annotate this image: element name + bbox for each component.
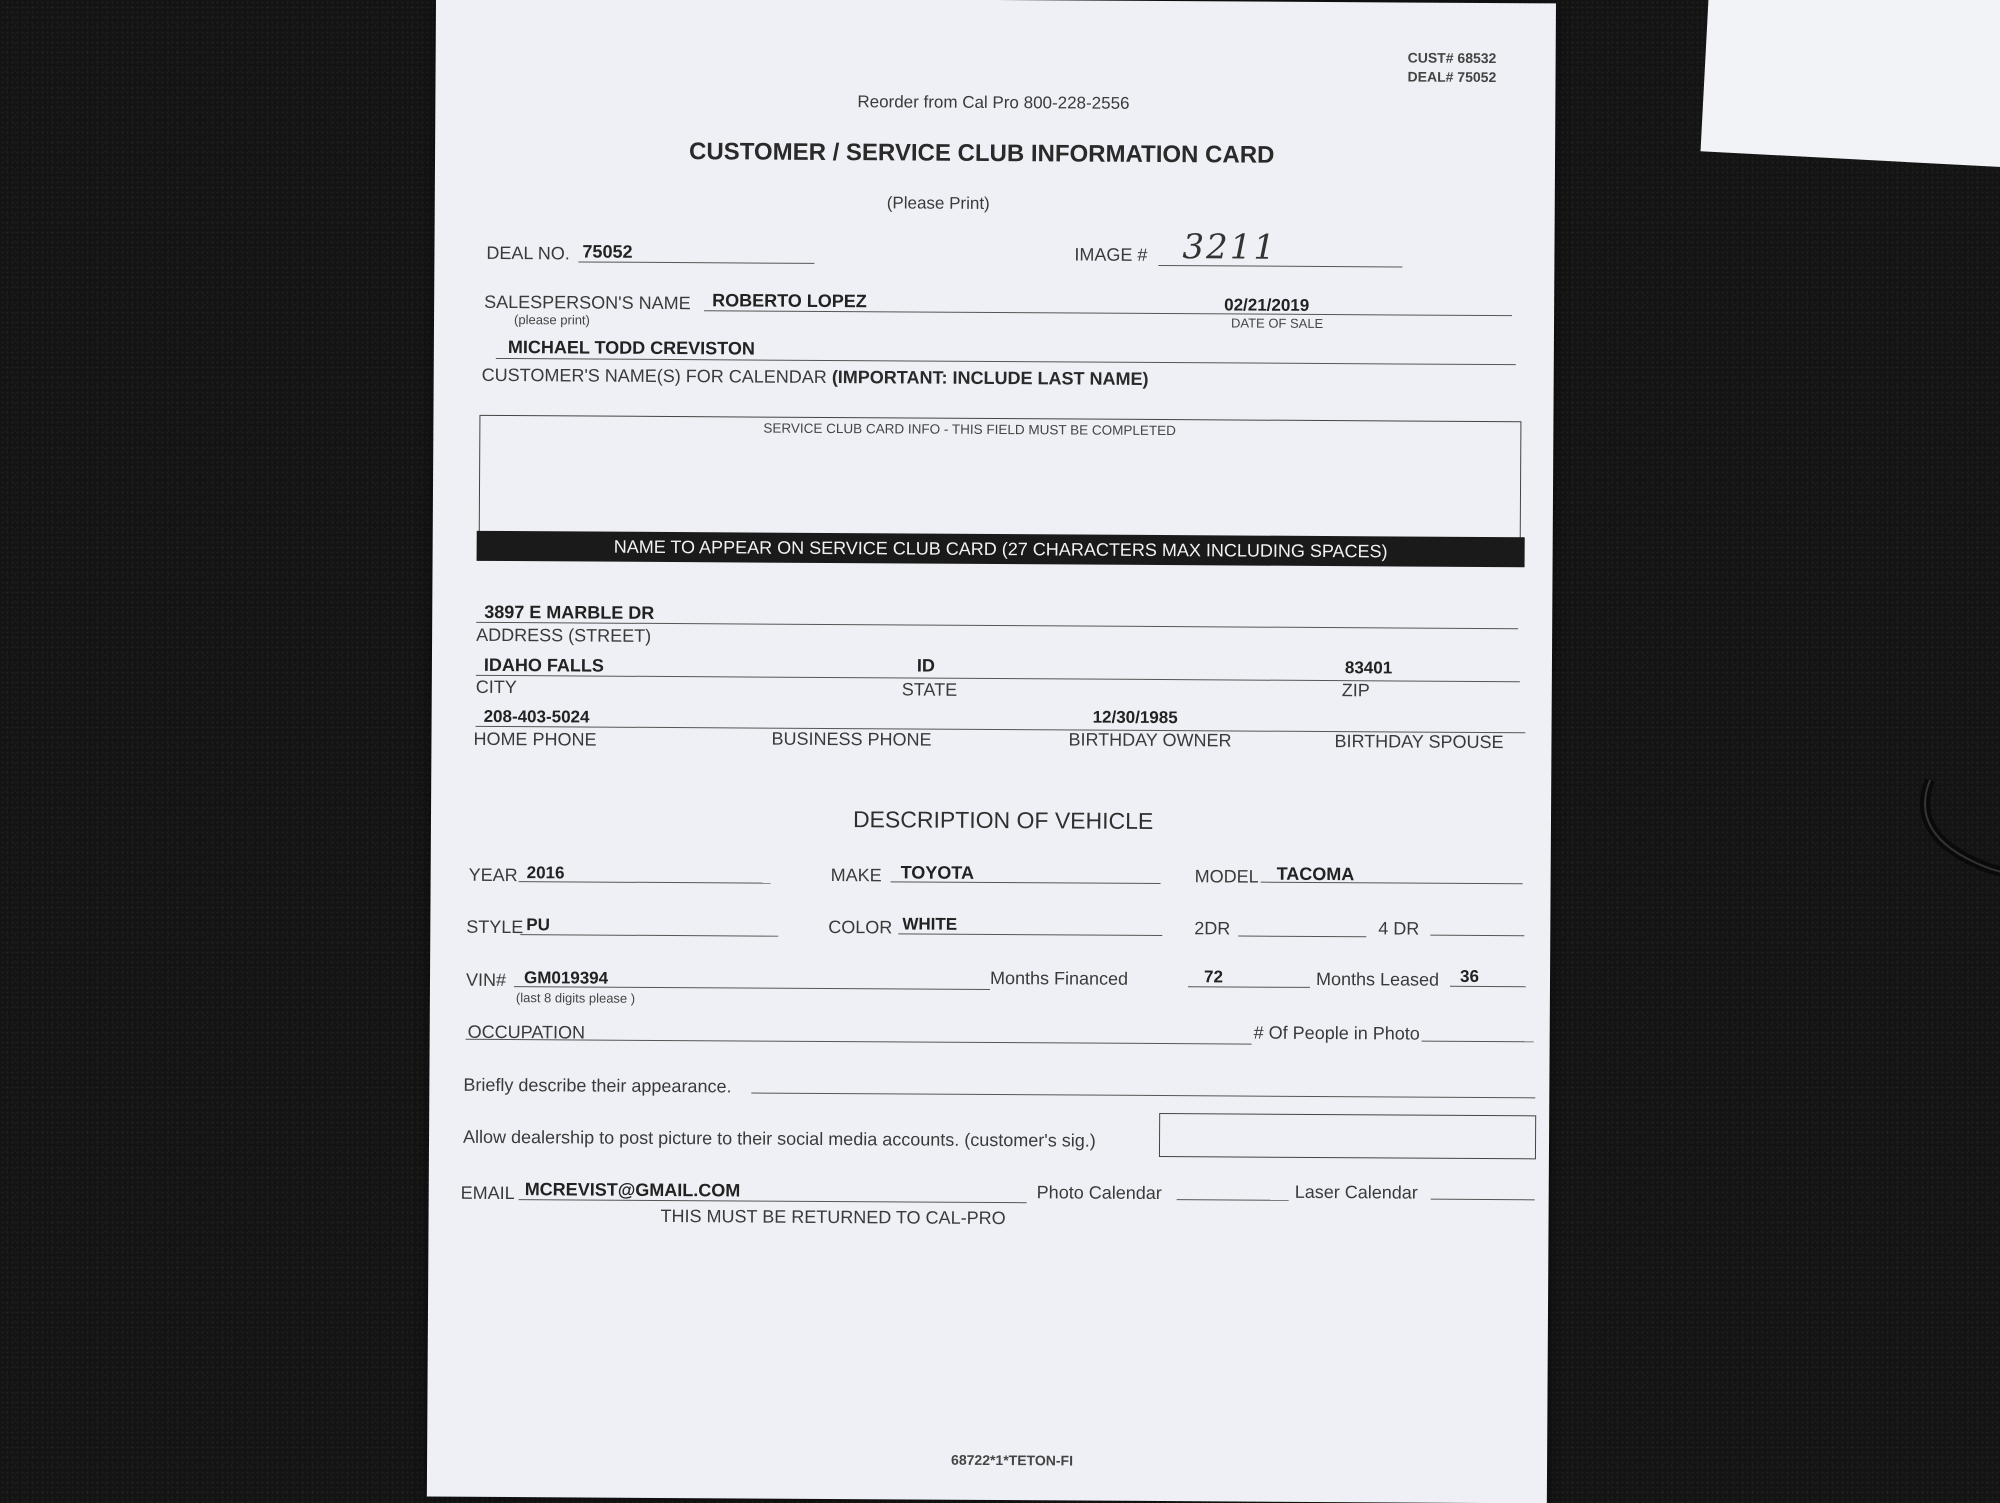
state-value: ID bbox=[916, 655, 935, 676]
form-title: CUSTOMER / SERVICE CLUB INFORMATION CARD bbox=[688, 138, 1275, 169]
date-of-sale-label: DATE OF SALE bbox=[1230, 315, 1324, 332]
customer-name-label bbox=[482, 365, 1149, 390]
address-label: ADDRESS (STREET) bbox=[476, 624, 652, 646]
photo-calendar-label: Photo Calendar bbox=[1036, 1182, 1162, 1204]
vin-value: GM019394 bbox=[523, 968, 609, 988]
customer-signature-box[interactable] bbox=[1159, 1113, 1536, 1159]
laser-calendar-line bbox=[1431, 1199, 1535, 1201]
business-phone-label: BUSINESS PHONE bbox=[771, 728, 932, 750]
return-note: THIS MUST BE RETURNED TO CAL-PRO bbox=[660, 1205, 1006, 1229]
footer-code: 68722*1*TETON-FI bbox=[951, 1451, 1074, 1469]
four-door-label: 4 DR bbox=[1378, 918, 1420, 939]
salesperson-value: ROBERTO LOPEZ bbox=[712, 290, 867, 312]
service-club-info-label: SERVICE CLUB CARD INFO - THIS FIELD MUST BE COMPLETED bbox=[763, 420, 1176, 439]
occupation-label: OCCUPATION bbox=[467, 1021, 586, 1043]
people-in-photo-line bbox=[1422, 1041, 1534, 1043]
email-line bbox=[519, 1199, 1027, 1203]
vin-note: (last 8 digits please ) bbox=[515, 990, 636, 1006]
state-label: STATE bbox=[901, 679, 958, 700]
appearance-label: Briefly describe their appearance. bbox=[463, 1074, 732, 1097]
social-media-label: Allow dealership to post picture to their social media accounts. (customer's sig.) bbox=[462, 1126, 1096, 1151]
image-number-handwritten: 3211 bbox=[1182, 227, 1278, 268]
model-value: TACOMA bbox=[1276, 863, 1355, 885]
year-value: 2016 bbox=[526, 863, 565, 883]
model-label: MODEL bbox=[1194, 866, 1259, 887]
birthday-owner-value: 12/30/1985 bbox=[1092, 707, 1178, 728]
months-leased-line bbox=[1450, 986, 1526, 987]
months-leased-label: Months Leased bbox=[1315, 968, 1440, 990]
email-value: MCREVIST@GMAIL.COM bbox=[524, 1179, 741, 1201]
city-label: CITY bbox=[475, 676, 517, 698]
customer-name-label-text: CUSTOMER'S NAME(S) FOR CALENDAR bbox=[481, 364, 827, 387]
information-card-form bbox=[427, 0, 1556, 1503]
style-value: PU bbox=[526, 915, 551, 935]
customer-name-line bbox=[496, 358, 1516, 365]
four-door-line bbox=[1430, 935, 1524, 937]
birthday-spouse-label: BIRTHDAY SPOUSE bbox=[1334, 731, 1504, 753]
service-club-name-bar: NAME TO APPEAR ON SERVICE CLUB CARD (27 CHARACTERS MAX INCLUDING SPACES) bbox=[477, 531, 1525, 567]
zip-label: ZIP bbox=[1341, 680, 1370, 701]
reorder-note: Reorder from Cal Pro 800-228-2556 bbox=[857, 92, 1130, 113]
make-label: MAKE bbox=[830, 865, 882, 886]
laser-calendar-label: Laser Calendar bbox=[1294, 1181, 1418, 1203]
customer-name-label-important: (IMPORTANT: INCLUDE LAST NAME) bbox=[831, 367, 1149, 389]
cable-decoration bbox=[1910, 770, 2000, 890]
home-phone-value: 208-403-5024 bbox=[483, 706, 590, 727]
year-label: YEAR bbox=[468, 864, 518, 886]
salesperson-line bbox=[704, 310, 1512, 316]
color-value: WHITE bbox=[902, 914, 958, 934]
email-label: EMAIL bbox=[460, 1182, 515, 1204]
birthday-owner-label: BIRTHDAY OWNER bbox=[1068, 729, 1232, 751]
appearance-line bbox=[751, 1093, 1535, 1099]
cust-number: CUST# 68532 bbox=[1407, 49, 1497, 67]
vehicle-heading: DESCRIPTION OF VEHICLE bbox=[852, 806, 1154, 834]
deal-no-label: DEAL NO. bbox=[486, 242, 570, 264]
home-phone-label: HOME PHONE bbox=[473, 728, 597, 750]
two-door-label: 2DR bbox=[1194, 918, 1231, 939]
months-leased-value: 36 bbox=[1459, 966, 1480, 986]
people-in-photo-label: # Of People in Photo bbox=[1253, 1022, 1420, 1044]
two-door-line bbox=[1238, 935, 1366, 937]
city-value: IDAHO FALLS bbox=[483, 654, 604, 676]
months-financed-value: 72 bbox=[1203, 967, 1224, 987]
style-line bbox=[520, 934, 778, 937]
deal-number-header: DEAL# 75052 bbox=[1407, 68, 1497, 86]
address-value: 3897 E MARBLE DR bbox=[484, 601, 655, 623]
color-label: COLOR bbox=[828, 916, 893, 938]
deal-no-line bbox=[578, 261, 814, 263]
salesperson-label: SALESPERSON'S NAME bbox=[484, 291, 691, 314]
background-paper-sheet bbox=[1701, 0, 2000, 169]
make-value: TOYOTA bbox=[900, 862, 975, 883]
deal-no-value: 75052 bbox=[582, 241, 633, 262]
vin-label: VIN# bbox=[465, 969, 507, 991]
photo-calendar-line bbox=[1177, 1199, 1289, 1201]
color-line bbox=[898, 933, 1162, 936]
customer-name-value: MICHAEL TODD CREVISTON bbox=[507, 337, 755, 359]
salesperson-note: (please print) bbox=[513, 312, 590, 328]
please-print-note: (Please Print) bbox=[886, 193, 990, 213]
image-label: IMAGE # bbox=[1074, 244, 1148, 265]
months-financed-line bbox=[1188, 986, 1310, 988]
months-financed-label: Months Financed bbox=[989, 967, 1129, 989]
date-of-sale-value: 02/21/2019 bbox=[1224, 295, 1310, 315]
zip-value: 83401 bbox=[1344, 658, 1393, 678]
style-label: STYLE bbox=[466, 916, 524, 938]
